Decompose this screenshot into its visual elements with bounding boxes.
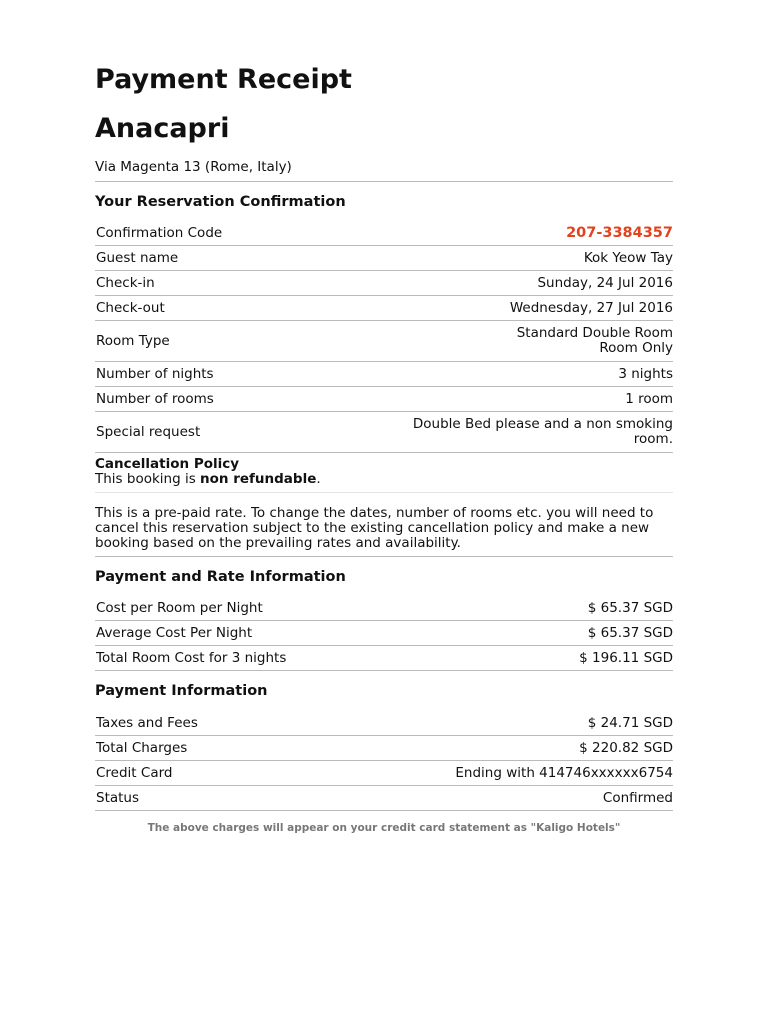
credit-card-value: Ending with 414746xxxxxx6754	[281, 761, 673, 786]
taxes-label: Taxes and Fees	[95, 711, 281, 736]
hotel-name: Anacapri	[95, 113, 230, 144]
credit-card-label: Credit Card	[95, 761, 281, 786]
table-row	[95, 246, 673, 271]
rates-section-title: Payment and Rate Information	[95, 569, 346, 585]
roomtype-value-line2: Room Only	[599, 340, 673, 356]
table-row	[95, 296, 673, 321]
request-value-line2: room.	[633, 431, 673, 447]
total-charges-label: Total Charges	[95, 736, 281, 761]
checkin-label: Check-in	[95, 271, 316, 296]
rates-table	[95, 596, 673, 671]
rates-section-header	[95, 557, 673, 596]
table-row	[95, 736, 673, 761]
cancellation-text-bold: non refundable	[200, 471, 317, 487]
guest-label: Guest name	[95, 246, 316, 271]
avg-cost-value: $ 65.37 SGD	[483, 621, 673, 646]
request-value	[316, 412, 673, 453]
cancellation-title: Cancellation Policy	[95, 456, 240, 472]
checkout-label: Check-out	[95, 296, 316, 321]
roomtype-label: Room Type	[95, 321, 316, 362]
roomtype-value-line1: Standard Double Room	[516, 325, 673, 341]
cancellation-text-suffix: .	[316, 471, 321, 487]
receipt-page	[95, 0, 673, 835]
table-row	[95, 786, 673, 811]
nights-value: 3 nights	[316, 362, 673, 387]
status-label: Status	[95, 786, 281, 811]
table-row	[95, 596, 673, 621]
cancellation-note: This is a pre-paid rate. To change the dates, number of rooms etc. you will need to cancel this reservation subject to the existing cancellation policy and make a new booking based on the prevailing rates and availability.	[95, 493, 673, 557]
total-room-label: Total Room Cost for 3 nights	[95, 646, 483, 671]
total-charges-value: $ 220.82 SGD	[281, 736, 673, 761]
checkin-value: Sunday, 24 Jul 2016	[316, 271, 673, 296]
confirmation-code: 207-3384357	[566, 224, 673, 241]
table-row	[95, 271, 673, 296]
table-row	[95, 412, 673, 453]
checkout-value: Wednesday, 27 Jul 2016	[316, 296, 673, 321]
status-value: Confirmed	[281, 786, 673, 811]
payment-section-header	[95, 671, 673, 711]
confirmation-label: Confirmation Code	[95, 221, 316, 246]
cancellation-policy	[95, 453, 673, 493]
payment-table	[95, 711, 673, 811]
confirmation-value	[316, 221, 673, 246]
cost-per-night-label: Cost per Room per Night	[95, 596, 483, 621]
payment-section-title: Payment Information	[95, 683, 268, 699]
guest-value: Kok Yeow Tay	[316, 246, 673, 271]
avg-cost-label: Average Cost Per Night	[95, 621, 483, 646]
table-row	[95, 387, 673, 412]
table-row	[95, 646, 673, 671]
request-label: Special request	[95, 412, 316, 453]
hotel-address: Via Magenta 13 (Rome, Italy)	[95, 159, 673, 182]
table-row	[95, 221, 673, 246]
roomtype-value	[316, 321, 673, 362]
table-row	[95, 711, 673, 736]
table-row	[95, 761, 673, 786]
table-row	[95, 621, 673, 646]
table-row	[95, 362, 673, 387]
page-title: Payment Receipt	[95, 64, 352, 95]
cancellation-text	[95, 472, 673, 487]
cancellation-text-prefix: This booking is	[95, 471, 201, 487]
cost-per-night-value: $ 65.37 SGD	[483, 596, 673, 621]
reservation-section-title: Your Reservation Confirmation	[95, 194, 346, 210]
request-value-line1: Double Bed please and a non smoking	[412, 416, 673, 432]
table-row	[95, 321, 673, 362]
statement-note: The above charges will appear on your credit card statement as "Kaligo Hotels"	[147, 822, 621, 834]
rooms-label: Number of rooms	[95, 387, 316, 412]
taxes-value: $ 24.71 SGD	[281, 711, 673, 736]
reservation-section-header	[95, 182, 673, 221]
rooms-value: 1 room	[316, 387, 673, 412]
nights-label: Number of nights	[95, 362, 316, 387]
reservation-table	[95, 221, 673, 453]
total-room-value: $ 196.11 SGD	[483, 646, 673, 671]
